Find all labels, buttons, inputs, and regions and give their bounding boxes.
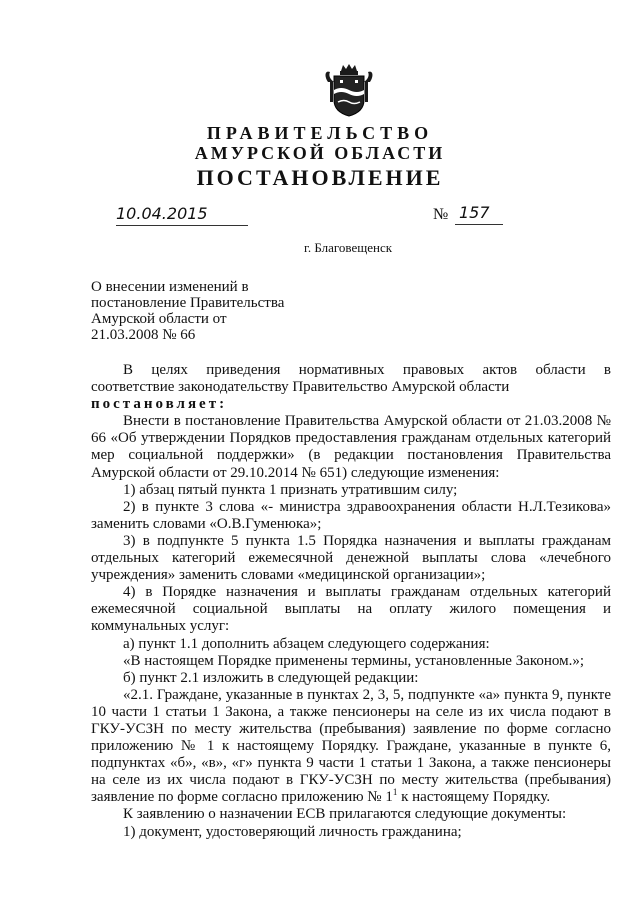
list-item: 2) в пункте 3 слова «- министра здравоохранения области Н.Л.Тезикова» заменить словами «О.В.Гуменюка»; [91,498,611,532]
list-item: 4) в Порядке назначения и выплаты гражданам отдельных категорий ежемесячной социальной выплаты на оплату жилого помещения и коммунальных услуг: [91,584,611,635]
paragraph-main: Внести в постановление Правительства Амурской области от 21.03.2008 № 66 «Об утверждении Порядков предоставления гражданам отдельных категорий мер социальной поддержки» (в редакции постановления Правительства Амурской области от 29.10.2014 № 651) следующие изменения: [91,413,611,481]
list-item: 3) в подпункте 5 пункта 1.5 Порядка назначения и выплаты гражданам отдельных категорий ежемесячной денежной выплаты слова «лечебного учреждения» заменить словами «медицинской организации»; [91,532,611,584]
subject-line: постановление Правительства [91,295,285,311]
number-label: № [433,206,449,223]
subject-line: Амурской области от [91,311,227,327]
document-number: 157 [455,203,503,225]
sub-item: б) пункт 2.1 изложить в следующей редакции: [123,669,419,686]
document-body [91,362,611,841]
list-item: 1) абзац пятый пункта 1 признать утратившим силу; [123,481,458,498]
decree-word: постановляет: [91,396,228,413]
quote-end: к настоящему Порядку. [397,789,551,806]
list-item: 1) документ, удостоверяющий личность гражданина; [123,823,462,840]
city-line: г. Благовещенск [303,240,393,255]
quote-main: «2.1. Граждане, указанные в пунктах 2, 3, 5, подпункте «а» пункта 9, пункте 10 части 1 статьи 1 Закона, а также пенсионеры на селе из их числа подают в ГКУ-УСЗН по месту жительства (пребывания) заявление по форме согласно приложению № 1 к настоящему Порядку. Граждане, указанные в пункте 6, подпунктах «б», «в», «г» пункта 9 части 1 статьи 1 Закона, а также пенсионеры на селе из их числа подают в ГКУ-УСЗН по месту жительства (пребывания) заявление по форме согласно приложению № 1 [91,686,611,806]
government-title: ПРАВИТЕЛЬСТВО [206,123,434,143]
subject-line: 21.03.2008 № 66 [91,327,196,343]
sub-item: а) пункт 1.1 дополнить абзацем следующего содержания: [123,635,490,652]
document-date: 10.04.2015 [116,204,248,226]
subject-line: О внесении изменений в [91,279,249,295]
document-type-title: ПОСТАНОВЛЕНИЕ [196,165,444,190]
superscript: 1 [392,787,398,798]
subject-block [91,279,331,343]
quote-text [91,687,611,807]
preamble-line: соответствие законодательству Правительство Амурской области [91,379,510,396]
amur-region-coat-of-arms-icon [324,62,374,118]
region-title: АМУРСКОЙ ОБЛАСТИ [194,143,446,163]
paragraph: К заявлению о назначении ЕСВ прилагаются следующие документы: [123,806,567,823]
preamble-line: В целях приведения нормативных правовых актов области в [123,362,611,378]
quote-text: «В настоящем Порядке применены термины, установленные Законом.»; [123,652,585,669]
